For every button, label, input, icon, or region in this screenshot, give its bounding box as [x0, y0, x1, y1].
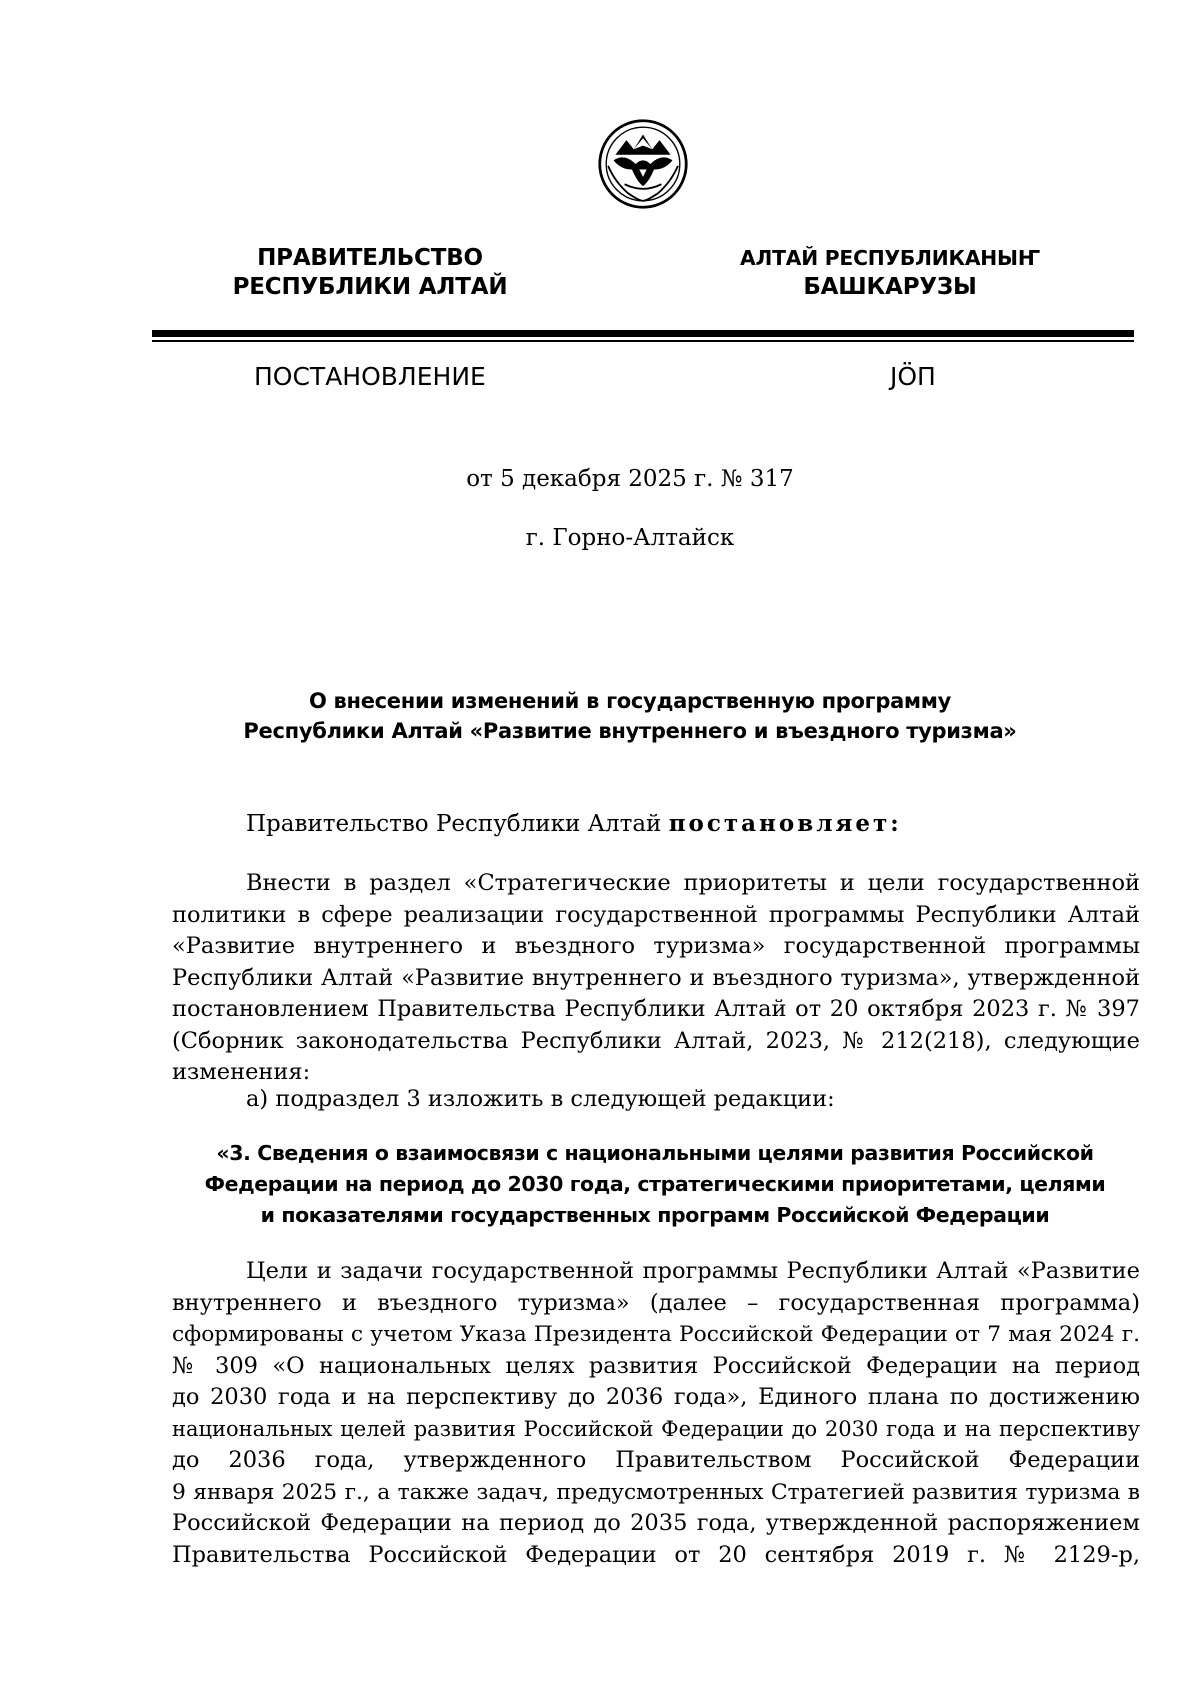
- header-right-line1: АЛТАЙ РЕСПУБЛИКАНЫҤ: [740, 246, 1040, 270]
- decree-verb: постановляет:: [668, 810, 902, 837]
- paragraph-line: внутреннего и въездного туризма» (далее – государственная программа): [172, 1289, 1140, 1316]
- document-title: [200, 686, 1060, 746]
- header-right: [740, 244, 1040, 302]
- paragraph-line: «Развитие внутреннего и въездного туризма» государственной программы: [172, 933, 1140, 959]
- doctype-russian: ПОСТАНОВЛЕНИЕ: [254, 362, 486, 391]
- paragraph-goals: [172, 1256, 1140, 1571]
- paragraph-subsection: [172, 1084, 1140, 1116]
- section-heading-line: и показателями государственных программ Российской Федерации: [260, 1203, 1050, 1227]
- paragraph-line: до 2036 года, утвержденного Правительством Российской Федерации: [172, 1447, 1140, 1473]
- paragraph-line: № 309 «О национальных целях развития Российской Федерации на период: [172, 1352, 1140, 1379]
- paragraph-line: (Сборник законодательства Республики Алтай, 2023, № 212(218), следующие: [172, 1027, 1140, 1054]
- paragraph-line: Российской Федерации на период до 2035 года, утвержденной распоряжением: [172, 1510, 1140, 1536]
- section-heading-line: Федерации на период до 2030 года, стратегическими приоритетами, целями: [204, 1172, 1106, 1196]
- title-line: Республики Алтай «Развитие внутреннего и въездного туризма»: [243, 719, 1017, 743]
- paragraph-line: национальных целей развития Российской Федерации до 2030 года и на перспективу: [172, 1416, 1140, 1441]
- header-left: [230, 244, 510, 302]
- paragraph-line: сформированы с учетом Указа Президента Российской Федерации от 7 мая 2024 г.: [172, 1322, 1140, 1347]
- paragraph-line: 9 января 2025 г., а также задач, предусмотренных Стратегией развития туризма в: [172, 1479, 1140, 1505]
- paragraph-line: а) подраздел 3 изложить в следующей редакции:: [246, 1086, 835, 1112]
- paragraph-line: Внести в раздел «Стратегические приоритеты и цели государственной: [246, 870, 1140, 896]
- doctype-altai: JӦП: [890, 362, 936, 391]
- paragraph-amendment: [172, 868, 1140, 1089]
- section-heading: [190, 1138, 1120, 1231]
- header-right-line2: БАШКАРУЗЫ: [803, 274, 977, 300]
- paragraph-line: Правительства Российской Федерации от 20 сентября 2019 г. № 2129-р,: [172, 1541, 1140, 1568]
- paragraph-line: до 2030 года и на перспективу до 2036 года», Единого плана по достижению: [172, 1384, 1140, 1410]
- document-city: г. Горно-Алтайск: [525, 525, 735, 551]
- republic-altai-emblem-icon: [597, 118, 689, 210]
- decree-prefix: Правительство Республики Алтай: [246, 811, 669, 837]
- paragraph-line: Цели и задачи государственной программы Республики Алтай «Развитие: [246, 1258, 1140, 1284]
- document-date: от 5 декабря 2025 г. № 317: [466, 466, 794, 492]
- header-left-line1: ПРАВИТЕЛЬСТВО: [257, 245, 483, 271]
- paragraph-line: политики в сфере реализации государственной программы Республики Алтай: [172, 901, 1140, 928]
- paragraph-line: Республики Алтай «Развитие внутреннего и въездного туризма», утвержденной: [172, 964, 1140, 991]
- title-line: О внесении изменений в государственную программу: [308, 689, 952, 713]
- header-divider-thick: [152, 330, 1134, 337]
- section-heading-line: «3. Сведения о взаимосвязи с национальными целями развития Российской: [216, 1141, 1094, 1165]
- header-left-line2: РЕСПУБЛИКИ АЛТАЙ: [232, 274, 508, 300]
- paragraph-line: постановлением Правительства Республики Алтай от 20 октября 2023 г. № 397: [172, 996, 1140, 1022]
- header-divider-thin: [152, 340, 1134, 342]
- paragraph-line: изменения:: [172, 1059, 311, 1085]
- decree-line: [246, 810, 902, 837]
